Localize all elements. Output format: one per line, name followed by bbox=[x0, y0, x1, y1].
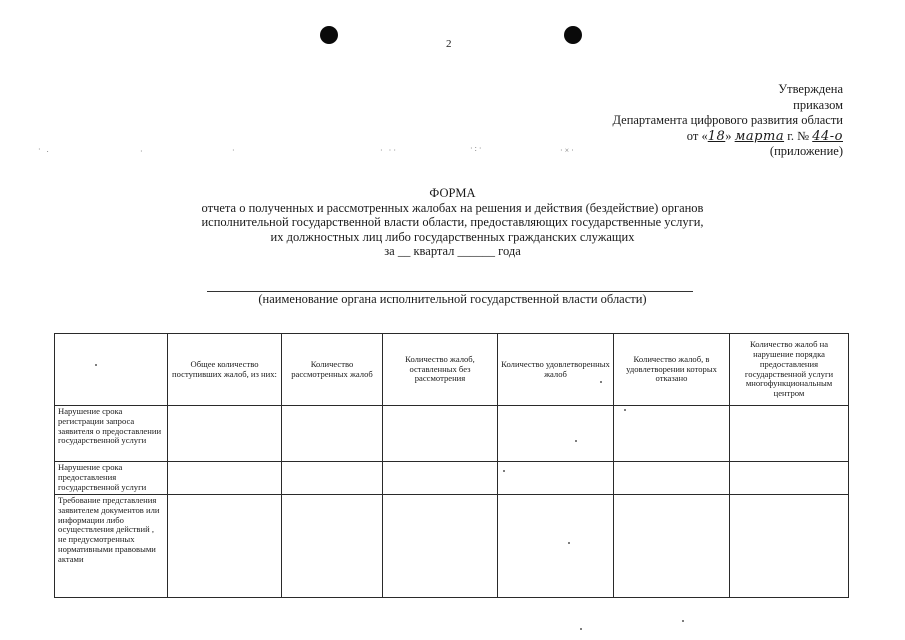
table-cell bbox=[730, 462, 849, 495]
date-prefix: от « bbox=[686, 128, 708, 143]
page-number: 2 bbox=[446, 38, 452, 50]
approval-line-department: Департамента цифрового развития области bbox=[612, 113, 843, 127]
form-subtitle-line: их должностных лиц либо государственных гражданских служащих bbox=[270, 229, 635, 244]
table-cell bbox=[498, 406, 614, 462]
handwritten-month: марта bbox=[734, 128, 785, 144]
table-cell bbox=[498, 495, 614, 598]
header-satisfied: Количество удовлетворенных жалоб bbox=[498, 334, 614, 406]
header-cell-empty bbox=[55, 334, 168, 406]
table-cell bbox=[383, 462, 498, 495]
table-cell bbox=[168, 495, 282, 598]
scan-dot bbox=[624, 409, 626, 411]
table-cell bbox=[614, 495, 730, 598]
date-mid: » bbox=[725, 128, 732, 143]
punch-hole-right bbox=[564, 26, 582, 44]
handwritten-day: 18 bbox=[707, 128, 726, 144]
form-period-line: за __ квартал ______ года bbox=[384, 244, 521, 258]
handwritten-order-number: 44-о bbox=[812, 128, 843, 144]
scan-dot bbox=[682, 620, 684, 622]
table-cell bbox=[614, 462, 730, 495]
row-label: Нарушение срока предоставления государственной услуги bbox=[55, 462, 168, 495]
header-reviewed: Количество рассмотренных жалоб bbox=[282, 334, 383, 406]
table-cell bbox=[730, 495, 849, 598]
scan-dot bbox=[503, 470, 505, 472]
scan-dot bbox=[568, 542, 570, 544]
table-row bbox=[55, 495, 849, 598]
scan-dot bbox=[580, 628, 582, 630]
scan-speck: · ·· bbox=[380, 146, 398, 155]
scan-speck: ·:· bbox=[470, 144, 484, 153]
form-subtitle-line: отчета о полученных и рассмотренных жалобах на решения и действия (бездействие) органов bbox=[201, 200, 704, 215]
header-mfc-violations: Количество жалоб на нарушение порядка предоставления государственной услуги многофункциональным центром bbox=[730, 334, 849, 406]
scan-speck: ·×· bbox=[560, 146, 576, 155]
form-subtitle-line: исполнительной государственной власти области, предоставляющих государственные услуги, bbox=[201, 215, 704, 229]
table-cell bbox=[383, 406, 498, 462]
org-name-caption: (наименование органа исполнительной государственной власти области) bbox=[258, 292, 647, 306]
table-cell bbox=[168, 406, 282, 462]
report-table bbox=[54, 333, 849, 598]
table-cell bbox=[282, 495, 383, 598]
scan-speck: · . bbox=[38, 145, 51, 154]
header-total-received: Общее количество поступивших жалоб, из них: bbox=[168, 334, 282, 406]
table-header-row bbox=[55, 334, 849, 406]
scan-dot bbox=[600, 381, 602, 383]
table-row bbox=[55, 406, 849, 462]
header-refused: Количество жалоб, в удовлетворении которых отказано bbox=[614, 334, 730, 406]
form-title: ФОРМА bbox=[429, 186, 476, 200]
table-cell bbox=[614, 406, 730, 462]
header-left-unreviewed: Количество жалоб, оставленных без рассмотрения bbox=[383, 334, 498, 406]
table-cell bbox=[730, 406, 849, 462]
approval-line-order: приказом bbox=[793, 97, 843, 112]
table-cell bbox=[282, 462, 383, 495]
row-label: Нарушение срока регистрации запроса заявителя о предоставлении государственной услуги bbox=[55, 406, 168, 462]
table-cell bbox=[383, 495, 498, 598]
date-year-no: г. № bbox=[784, 128, 810, 143]
approval-line-date bbox=[612, 129, 843, 145]
form-title-block bbox=[0, 186, 905, 259]
approval-line-attachment: (приложение) bbox=[769, 144, 843, 158]
approval-block bbox=[612, 82, 843, 160]
punch-hole-left bbox=[320, 26, 338, 44]
scan-speck: · bbox=[140, 147, 145, 156]
scan-dot bbox=[575, 440, 577, 442]
table-row bbox=[55, 462, 849, 495]
table-cell bbox=[168, 462, 282, 495]
table-cell bbox=[282, 406, 383, 462]
row-label: Требование представления заявителем документов или информации либо осуществления действий , не предусмотренных нормативными правовыми актами bbox=[55, 495, 168, 598]
scan-dot bbox=[95, 364, 97, 366]
scan-speck: · bbox=[232, 146, 237, 155]
approval-line-approved: Утверждена bbox=[778, 82, 843, 96]
table-cell bbox=[498, 462, 614, 495]
